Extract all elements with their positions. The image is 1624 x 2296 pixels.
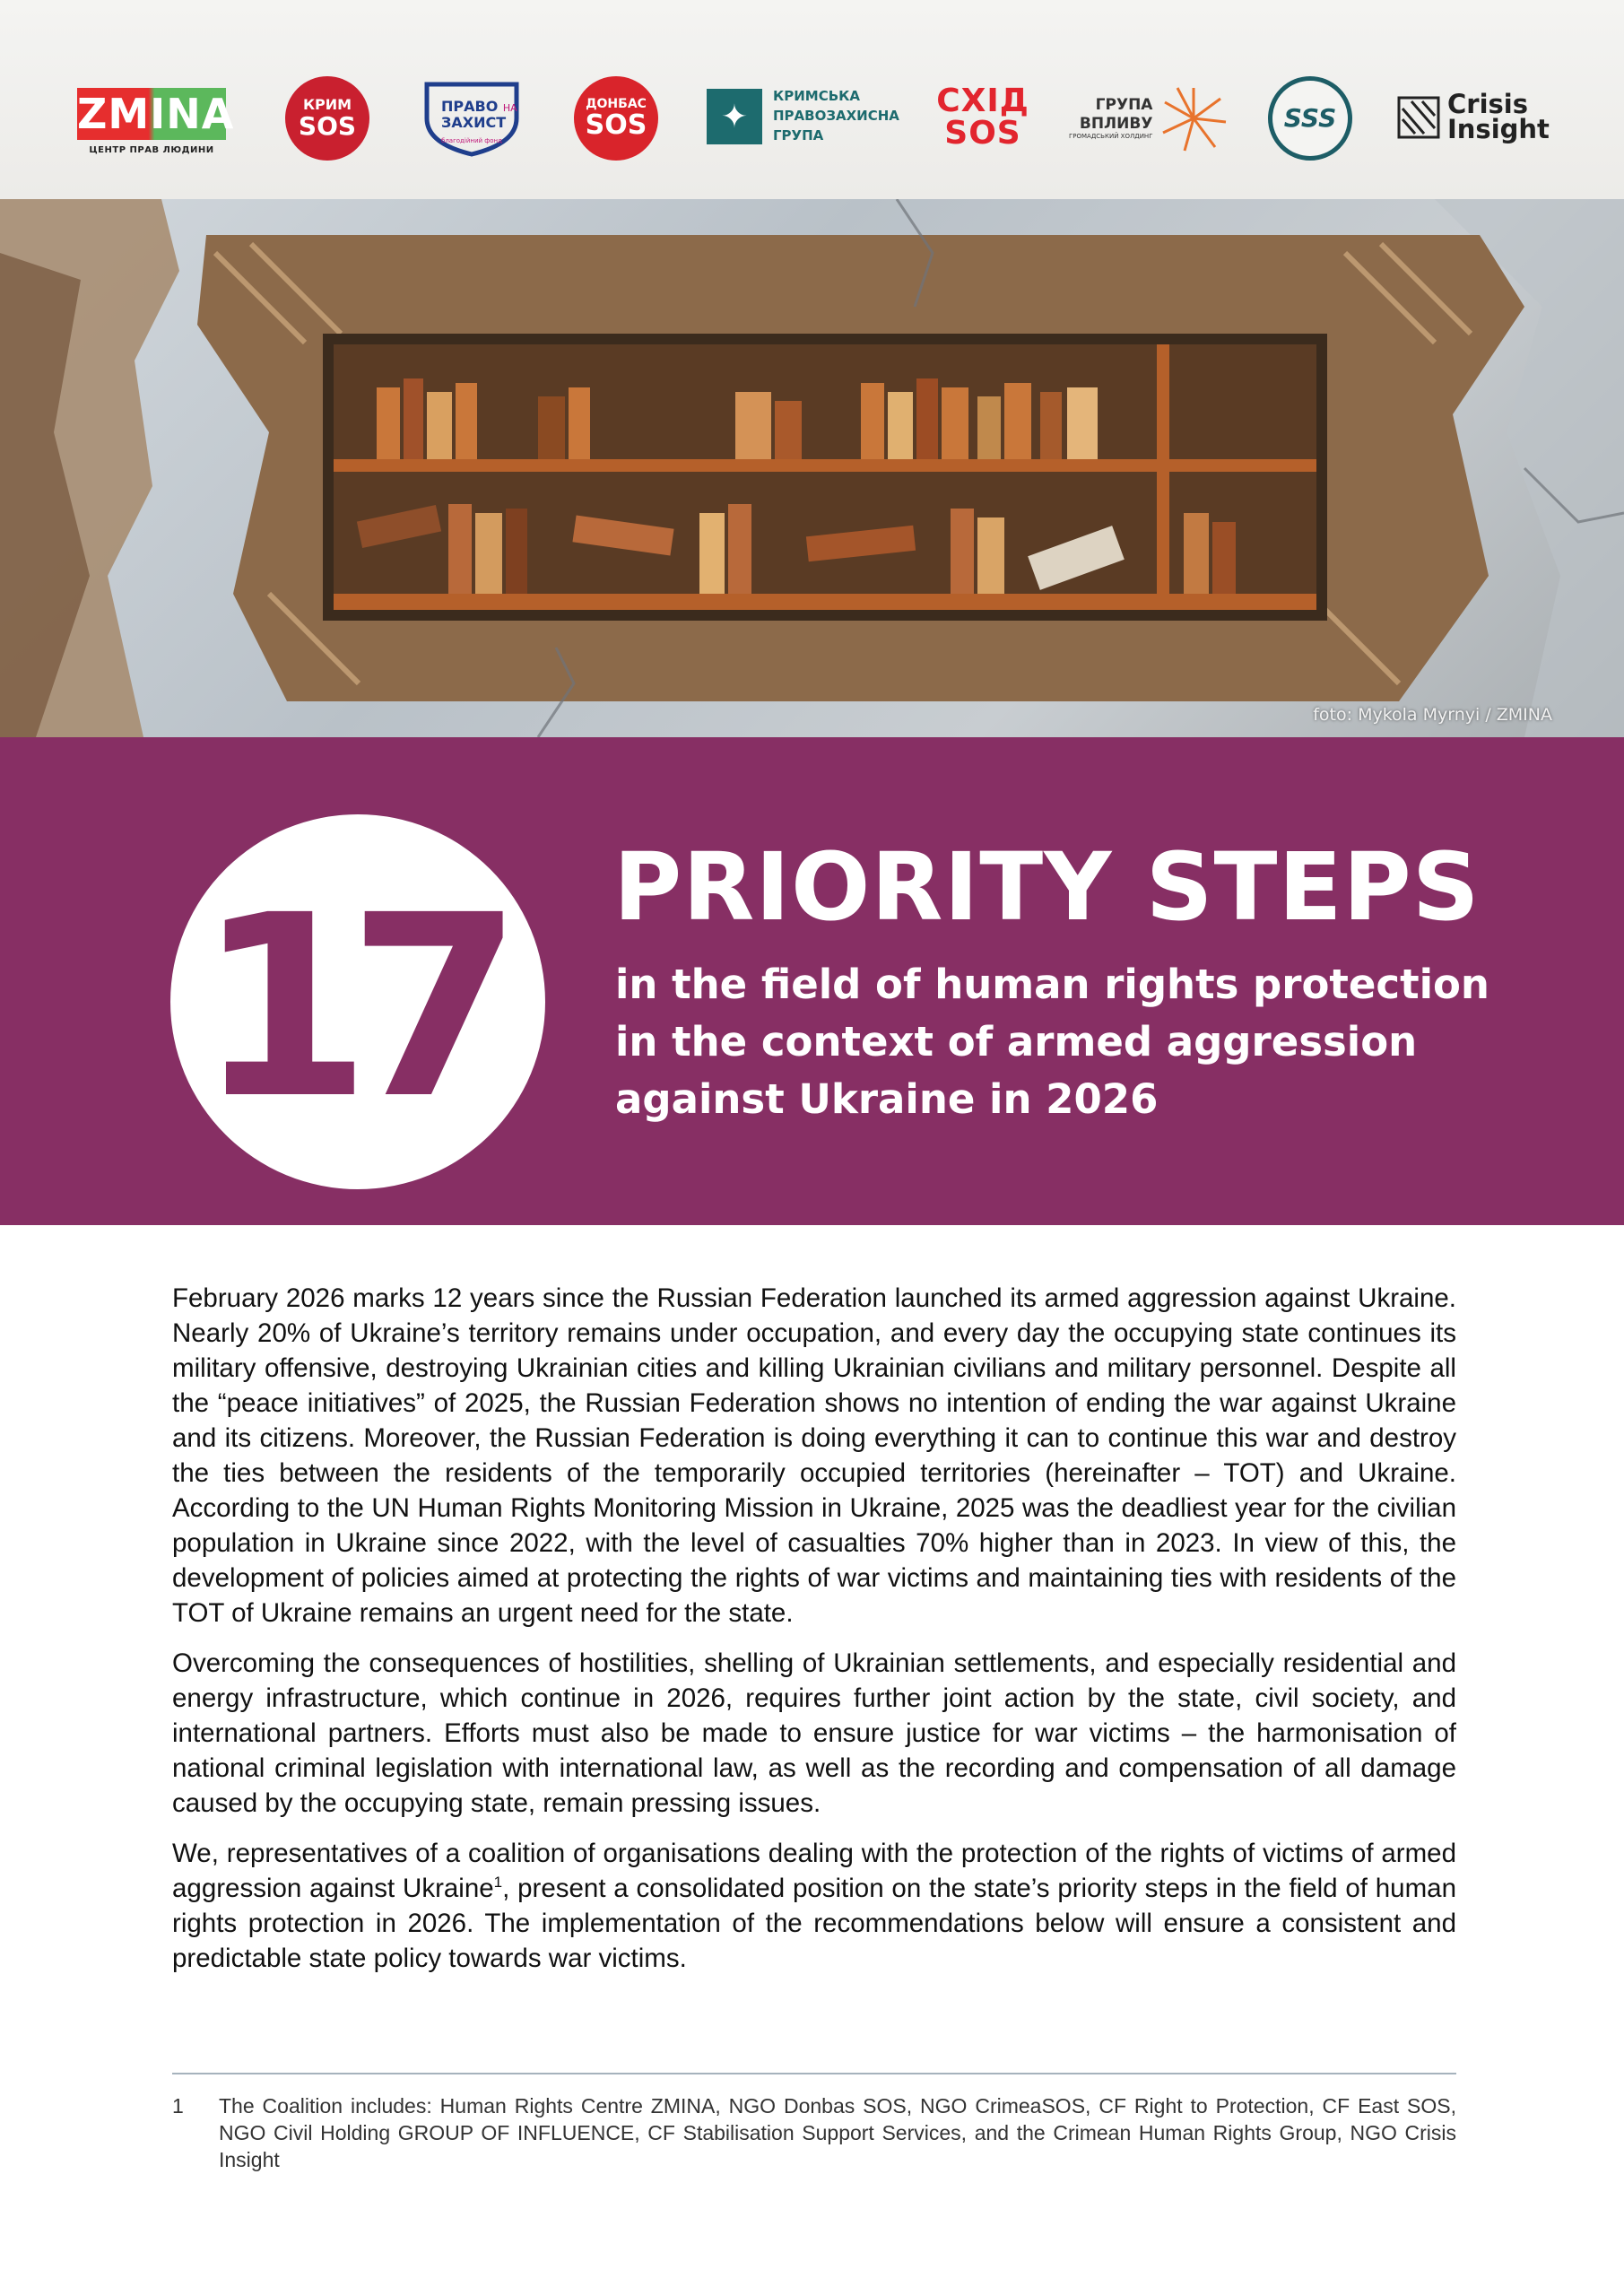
photo-credit: foto: Mykola Myrnyi / ZMINA xyxy=(1313,705,1552,725)
zmina-logo xyxy=(77,83,235,160)
crisis-insight-logo xyxy=(1397,86,1559,149)
intro-text xyxy=(172,1281,1456,1991)
sss-logo xyxy=(1268,76,1352,161)
crimean-group-line2: ПРАВОЗАХИСНА xyxy=(773,108,899,125)
donbas-sos-logo xyxy=(574,76,658,161)
crimea-map-icon: ✦ xyxy=(707,89,762,144)
krym-sos-logo xyxy=(285,76,369,161)
footnote-number: 1 xyxy=(172,2094,184,2118)
partner-logos-bar xyxy=(0,0,1624,199)
number-circle xyxy=(170,814,545,1189)
page-title: PRIORITY STEPS xyxy=(613,832,1481,942)
sss-text: SSS xyxy=(1283,103,1337,134)
footnote-ref[interactable]: 1 xyxy=(493,1874,503,1892)
paragraph-3-part-b: , present a consolidated position on the state’s priority steps in the field of human rights protection in 2026. The implementation of the recommendations below will ensure a consistent and predictable state policy towards war victims. xyxy=(172,1874,1456,1973)
steps-count: 17 xyxy=(196,862,499,1154)
zmina-logo-subtitle: ЦЕНТР ПРАВ ЛЮДИНИ xyxy=(89,144,214,155)
pravo-line1: ПРАВО xyxy=(441,98,499,115)
grupa-vplyvu-logo xyxy=(1069,77,1230,160)
footnote-text: The Coalition includes: Human Rights Centre ZMINA, NGO Donbas SOS, NGO CrimeaSOS, CF Right to Protection, CF East SOS, NGO Civil Holding GROUP OF INFLUENCE, CF Stabilisation Support Services, and the Crimean Human Rights Group, NGO Crisis Insight xyxy=(219,2094,1456,2171)
paragraph-2: Overcoming the consequences of hostilities, shelling of Ukrainian settlements, and especially residential and energy infrastructure, which continue in 2026, requires further joint action by the state, civil society, and international partners. Efforts must also be made to ensure justice for war victims – the harmonisation of national criminal legislation with international law, as well as the recording and compensation of all damage caused by the occupying state, remain pressing issues. xyxy=(172,1648,1456,1818)
crimean-human-rights-group-logo xyxy=(707,83,904,151)
donbas-sos-line2: SOS xyxy=(585,109,647,141)
paragraph-3-part-a: We, representatives of a coalition of organisations dealing with the protection of the rights of victims of armed aggression against Ukraine xyxy=(172,1839,1456,1903)
pravo-line2: ЗАХИСТ xyxy=(441,113,507,131)
destroyed-bookshelf-illustration xyxy=(0,199,1624,737)
krym-sos-line1: КРИМ xyxy=(302,95,352,113)
shid-sos-logo xyxy=(938,77,1028,158)
grupa-line2: ВПЛИВУ xyxy=(1079,114,1153,133)
footnote-divider xyxy=(172,2073,1456,2074)
arrows-burst-icon xyxy=(1158,83,1229,154)
page-subtitle: in the field of human rights protection in the context of armed aggression against Ukraine in 2026 xyxy=(615,961,1489,1123)
crisis-line2: Insight xyxy=(1447,114,1550,144)
crisis-insight-mark-icon xyxy=(1397,96,1440,139)
krym-sos-line2: SOS xyxy=(298,110,357,141)
cover-photo xyxy=(0,199,1624,737)
pravo-line1b: НА xyxy=(502,102,517,114)
paragraph-1: February 2026 marks 12 years since the Russian Federation launched its armed aggression against Ukraine. Nearly 20% of Ukraine’s territory remains under occupation, and every day the occupying state continues its military offensive, destroying Ukrainian cities and killing Ukrainian civilians and military personnel. Despite all the “peace initiatives” of 2025, the Russian Federation shows no intention of ending the war against Ukraine and its citizens. Moreover, the Russian Federation is doing everything it can to continue this war and destroy the ties between the residents of the temporarily occupied territories (hereinafter – TOT) and Ukraine. According to the UN Human Rights Monitoring Mission in Ukraine, 2025 was the deadliest year for the civilian population in Ukraine since 2022, with the level of casualties 70% higher than in 2023. In view of this, the development of policies aimed at protecting the rights of war victims and maintaining ties with residents of the TOT of Ukraine remains an urgent need for the state. xyxy=(172,1283,1456,1628)
paragraph-3 xyxy=(172,1836,1456,1976)
pravo-tiny: благодійний фонд xyxy=(441,137,502,145)
pravo-na-zakhyst-logo xyxy=(418,79,533,158)
crimean-group-line1: КРИМСЬКА xyxy=(773,88,861,105)
grupa-tiny: ГРОМАДСЬКИЙ ХОЛДИНГ xyxy=(1069,133,1153,141)
crisis-line1: Crisis xyxy=(1447,89,1528,120)
shid-sos-line1: СХІД xyxy=(936,83,1029,119)
zmina-logo-word: ZMINA xyxy=(77,89,235,138)
crimean-group-line3: ГРУПА xyxy=(773,126,824,144)
shid-sos-line2: SOS xyxy=(944,115,1021,152)
footnote xyxy=(172,2092,1456,2173)
donbas-sos-line1: ДОНБАС xyxy=(586,96,647,111)
grupa-line1: ГРУПА xyxy=(1095,96,1153,115)
